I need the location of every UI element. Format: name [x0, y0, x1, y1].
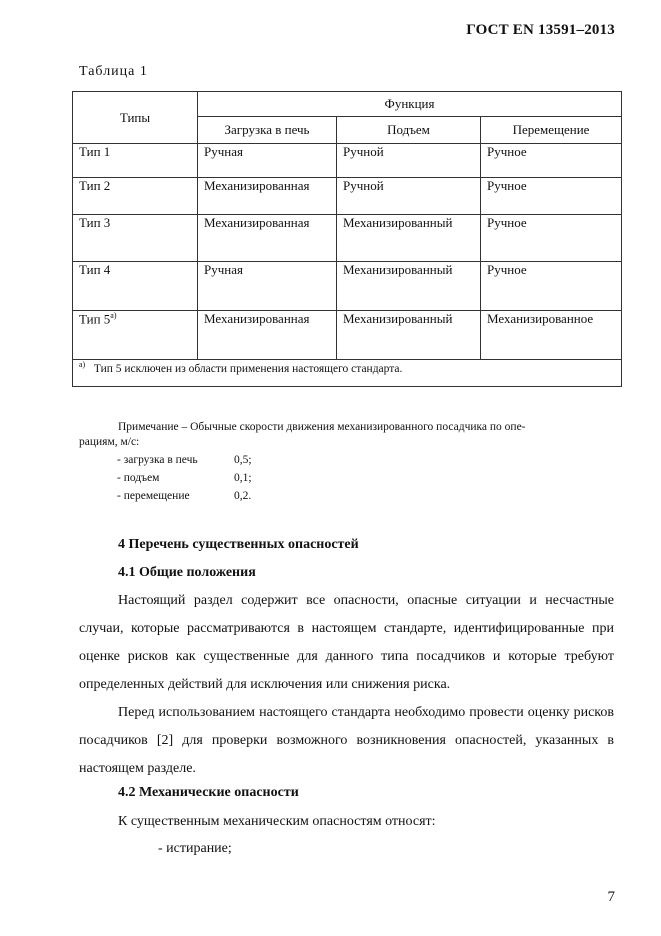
section-4-title: 4 Перечень существенных опасностей [118, 537, 359, 552]
note-item-value: 0,5; [234, 454, 252, 466]
cell-lift: Ручной [337, 144, 481, 178]
cell-lift: Механизированный [337, 311, 481, 360]
footnote-mark: а) [79, 360, 86, 369]
note-item-label: - перемещение [117, 490, 190, 502]
table-row [73, 178, 622, 215]
cell-lift: Механизированный [337, 262, 481, 311]
cell-load: Ручная [198, 144, 337, 178]
cell-move: Ручное [481, 144, 622, 178]
table-caption: Таблица 1 [79, 64, 148, 79]
table-row [73, 262, 622, 311]
cell-move: Ручное [481, 262, 622, 311]
section-4-1-body [79, 587, 614, 783]
paragraph: Настоящий раздел содержит все опасности, опасные ситуации и несчастные случаи, которые рассматриваются в настоящем стандарте, идентифицированные при оценке рисков как существенные для данного типа посадчиков и которые требуют определенных действий для исключения или снижения риска. [79, 593, 614, 692]
table-footnote [73, 360, 622, 387]
header-load: Загрузка в печь [198, 117, 337, 144]
cell-move: Механизированное [481, 311, 622, 360]
note-item-label: - загрузка в печь [117, 454, 198, 466]
cell-load: Механизированная [198, 311, 337, 360]
header-move: Перемещение [481, 117, 622, 144]
note-item-label: - подъем [117, 472, 160, 484]
cell-type: Тип $5^{а)}$ [73, 311, 198, 360]
cell-load: Ручная [198, 262, 337, 311]
list-item: - истирание; [158, 841, 232, 856]
cell-load: Механизированная [198, 215, 337, 262]
cell-lift: Ручной [337, 178, 481, 215]
types-table [72, 91, 622, 387]
page-number: 7 [607, 889, 615, 905]
table-row [73, 215, 622, 262]
footnote-ref: а) [110, 311, 117, 320]
cell-lift: Механизированный [337, 215, 481, 262]
header-lift: Подъем [337, 117, 481, 144]
cell-type: Тип 2 [73, 178, 198, 215]
table-row [73, 311, 622, 360]
section-4-1-title: 4.1 Общие положения [118, 565, 256, 580]
cell-load: Механизированная [198, 178, 337, 215]
cell-move: Ручное [481, 178, 622, 215]
note-item-value: 0,1; [234, 472, 252, 484]
table-row [73, 144, 622, 178]
cell-type: Тип 4 [73, 262, 198, 311]
footnote-text: Тип 5 исключен из области применения настоящего стандарта. [93, 362, 403, 375]
cell-type: Тип 3 [73, 215, 198, 262]
cell-type: Тип 1 [73, 144, 198, 178]
paragraph: К существенным механическим опасностям относят: [118, 814, 436, 829]
document-number: ГОСТ EN 13591–2013 [466, 22, 615, 38]
section-4-2-title: 4.2 Механические опасности [118, 785, 299, 800]
header-function: Функция [198, 92, 622, 117]
section-4-2-body [79, 808, 614, 836]
note-item-value: 0,2. [234, 490, 252, 502]
paragraph: Перед использованием настоящего стандарта необходимо провести оценку рисков посадчиков [2] для проверки возможного возникновения опасностей, указанных в настоящем разделе. [79, 705, 614, 776]
note-line-2: рациям, м/с: [79, 436, 140, 448]
note-line-1: Примечание – Обычные скорости движения механизированного посадчика по опе- [118, 421, 526, 433]
header-types: Типы [73, 92, 198, 144]
cell-move: Ручное [481, 215, 622, 262]
